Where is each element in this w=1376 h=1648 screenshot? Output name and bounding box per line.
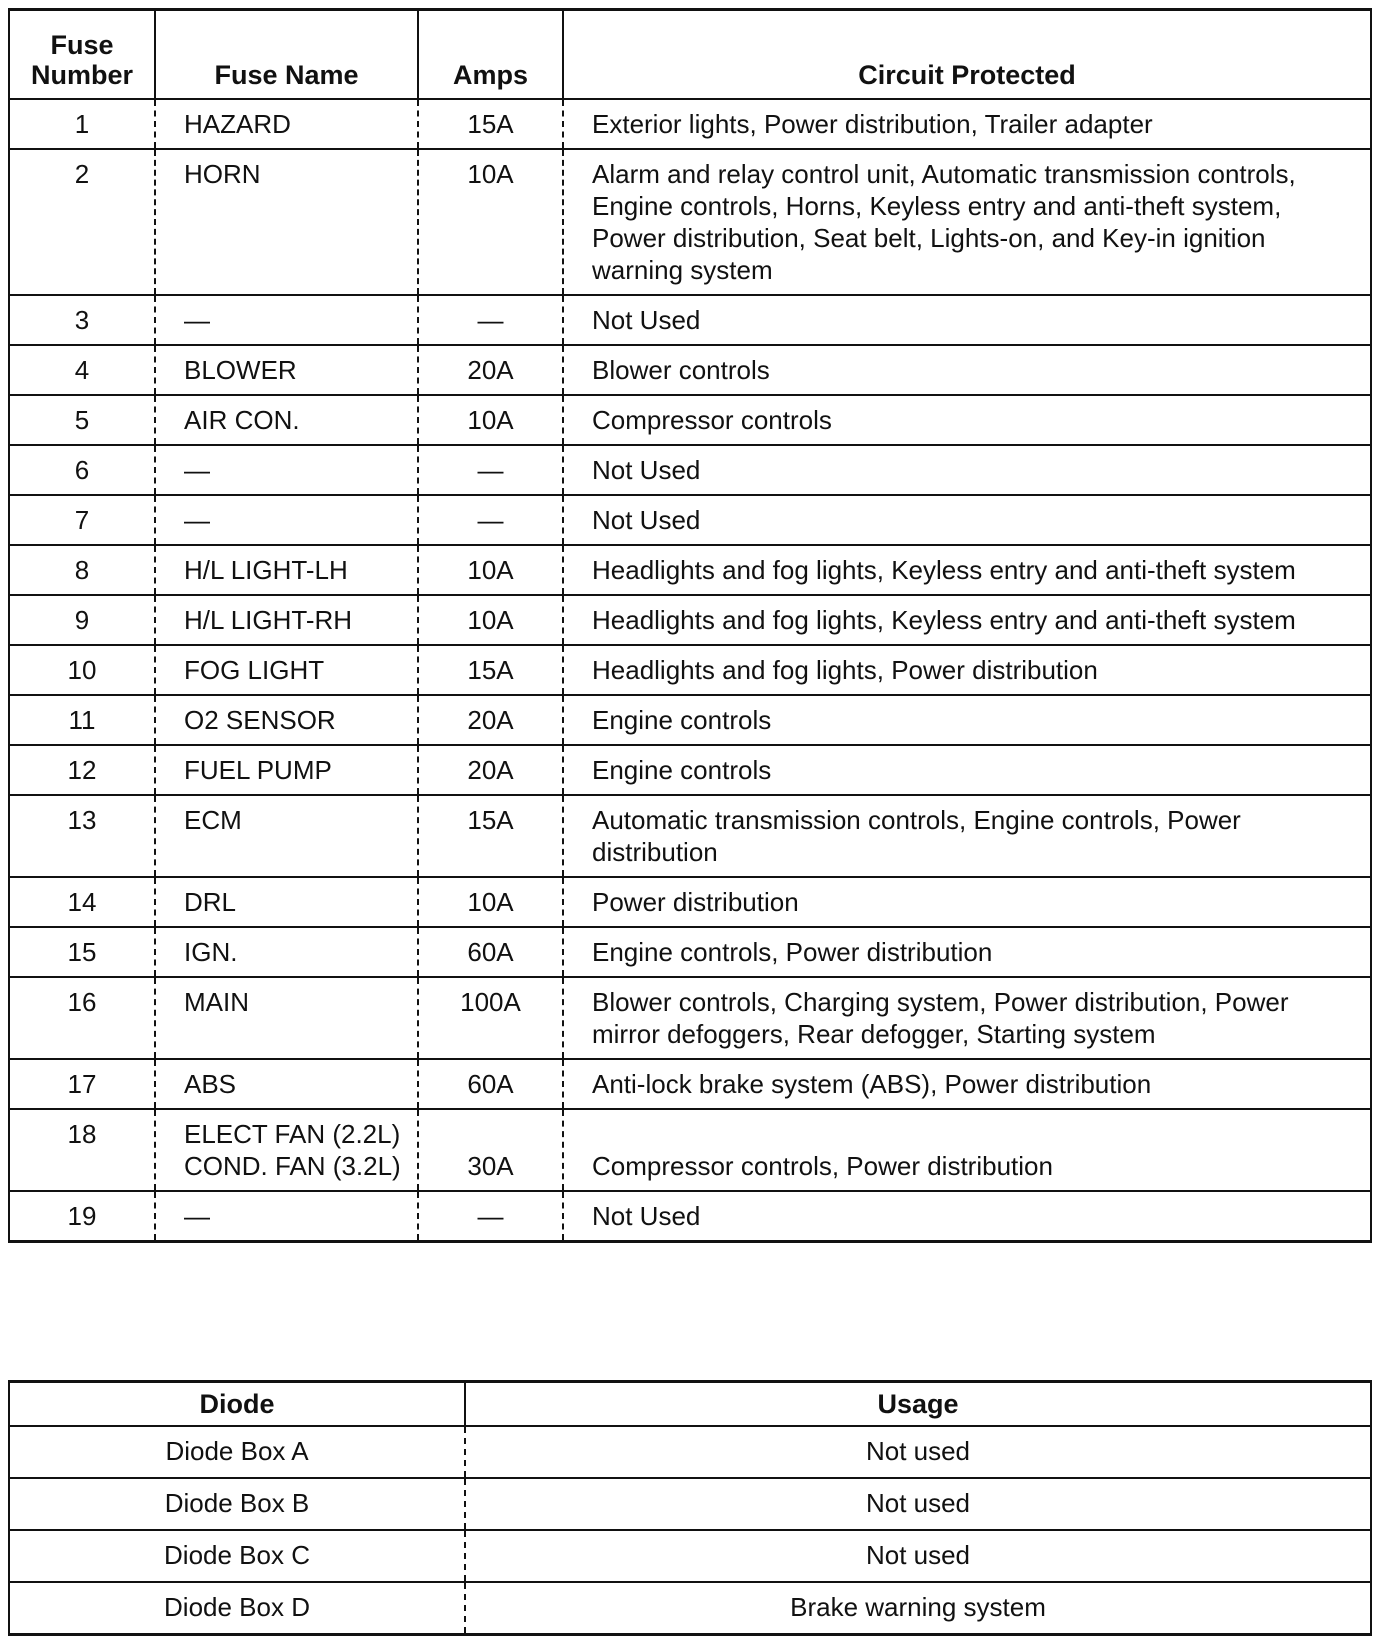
fuse-circuit-cell: Engine controls	[563, 695, 1371, 745]
fuse-circuit-cell: Anti-lock brake system (ABS), Power distribution	[563, 1059, 1371, 1109]
fuse-number-cell: 6	[9, 445, 155, 495]
fuse-row	[9, 545, 1371, 595]
fuse-number-cell: 5	[9, 395, 155, 445]
fuse-name-cell: —	[155, 295, 418, 345]
fuse-name-cell: DRL	[155, 877, 418, 927]
fuse-number-cell: 10	[9, 645, 155, 695]
fuse-header-row	[9, 10, 1371, 100]
fuse-name-cell: HORN	[155, 149, 418, 295]
diode-usage-cell: Brake warning system	[465, 1582, 1371, 1635]
diode-header-row	[9, 1382, 1371, 1427]
fuse-number-cell: 7	[9, 495, 155, 545]
diode-table	[8, 1380, 1372, 1636]
fuse-circuit-cell: Blower controls, Charging system, Power distribution, Power mirror defoggers, Rear defogger, Starting system	[563, 977, 1371, 1059]
fuse-circuit-cell: Headlights and fog lights, Power distribution	[563, 645, 1371, 695]
fuse-row	[9, 99, 1371, 149]
fuse-row	[9, 1191, 1371, 1242]
fuse-circuit-cell: Not Used	[563, 495, 1371, 545]
fuse-number-cell: 3	[9, 295, 155, 345]
fuse-number-cell: 9	[9, 595, 155, 645]
fuse-row	[9, 795, 1371, 877]
fuse-amps-cell: —	[418, 445, 563, 495]
fuse-number-cell: 15	[9, 927, 155, 977]
fuse-name-cell: FOG LIGHT	[155, 645, 418, 695]
fuse-amps-cell: 100A	[418, 977, 563, 1059]
fuse-row	[9, 1109, 1371, 1191]
fuse-row	[9, 295, 1371, 345]
fuse-number-cell: 13	[9, 795, 155, 877]
fuse-number-cell: 4	[9, 345, 155, 395]
fuse-row	[9, 395, 1371, 445]
header-fuse-number: Fuse Number	[9, 10, 155, 100]
diode-usage-cell: Not used	[465, 1426, 1371, 1478]
fuse-circuit-cell: Compressor controls	[563, 395, 1371, 445]
fuse-number-cell: 18	[9, 1109, 155, 1191]
fuse-amps-cell: 15A	[418, 795, 563, 877]
fuse-circuit-cell: Engine controls, Power distribution	[563, 927, 1371, 977]
diode-usage-cell: Not used	[465, 1478, 1371, 1530]
fuse-number-cell: 16	[9, 977, 155, 1059]
fuse-circuit-cell: Not Used	[563, 1191, 1371, 1242]
fuse-name-cell: ABS	[155, 1059, 418, 1109]
header-fuse-name: Fuse Name	[155, 10, 418, 100]
fuse-row	[9, 595, 1371, 645]
fuse-name-cell: H/L LIGHT-RH	[155, 595, 418, 645]
diode-row	[9, 1426, 1371, 1478]
fuse-row	[9, 877, 1371, 927]
fuse-name-cell: O2 SENSOR	[155, 695, 418, 745]
fuse-number-cell: 2	[9, 149, 155, 295]
fuse-amps-cell: 20A	[418, 345, 563, 395]
fuse-name-cell: H/L LIGHT-LH	[155, 545, 418, 595]
header-diode: Diode	[9, 1382, 465, 1427]
fuse-name-cell: BLOWER	[155, 345, 418, 395]
fuse-row	[9, 927, 1371, 977]
diode-name-cell: Diode Box B	[9, 1478, 465, 1530]
fuse-table-body	[9, 99, 1371, 1242]
fuse-circuit-cell: Exterior lights, Power distribution, Trailer adapter	[563, 99, 1371, 149]
fuse-number-cell: 12	[9, 745, 155, 795]
fuse-circuit-cell: Engine controls	[563, 745, 1371, 795]
diode-table-body	[9, 1426, 1371, 1635]
fuse-number-cell: 14	[9, 877, 155, 927]
fuse-amps-cell: 10A	[418, 877, 563, 927]
fuse-number-cell: 19	[9, 1191, 155, 1242]
fuse-table	[8, 8, 1372, 1243]
fuse-amps-cell: 15A	[418, 645, 563, 695]
diode-name-cell: Diode Box D	[9, 1582, 465, 1635]
fuse-amps-cell: —	[418, 495, 563, 545]
fuse-amps-cell: 20A	[418, 695, 563, 745]
header-amps: Amps	[418, 10, 563, 100]
fuse-name-cell: FUEL PUMP	[155, 745, 418, 795]
fuse-circuit-cell: Automatic transmission controls, Engine controls, Power distribution	[563, 795, 1371, 877]
fuse-row	[9, 345, 1371, 395]
fuse-row	[9, 745, 1371, 795]
fuse-amps-cell: —	[418, 295, 563, 345]
diode-name-cell: Diode Box C	[9, 1530, 465, 1582]
header-usage: Usage	[465, 1382, 1371, 1427]
diode-row	[9, 1530, 1371, 1582]
fuse-amps-cell: 20A	[418, 745, 563, 795]
fuse-circuit-cell: Alarm and relay control unit, Automatic transmission controls, Engine controls, Horns, Keyless entry and anti-theft system, Power distribution, Seat belt, Lights-on, and Key-in ignition warning system	[563, 149, 1371, 295]
fuse-circuit-cell: Headlights and fog lights, Keyless entry and anti-theft system	[563, 545, 1371, 595]
fuse-amps-cell: 60A	[418, 1059, 563, 1109]
fuse-name-cell: —	[155, 1191, 418, 1242]
fuse-circuit-cell: Compressor controls, Power distribution	[563, 1109, 1371, 1191]
fuse-circuit-cell: Not Used	[563, 445, 1371, 495]
header-circuit-protected: Circuit Protected	[563, 10, 1371, 100]
fuse-row	[9, 445, 1371, 495]
fuse-row	[9, 695, 1371, 745]
fuse-name-cell: ECM	[155, 795, 418, 877]
fuse-amps-cell: 15A	[418, 99, 563, 149]
fuse-name-cell: MAIN	[155, 977, 418, 1059]
fuse-row	[9, 149, 1371, 295]
fuse-circuit-cell: Headlights and fog lights, Keyless entry and anti-theft system	[563, 595, 1371, 645]
fuse-number-cell: 17	[9, 1059, 155, 1109]
fuse-number-cell: 1	[9, 99, 155, 149]
fuse-circuit-cell: Blower controls	[563, 345, 1371, 395]
fuse-amps-cell: 60A	[418, 927, 563, 977]
fuse-amps-cell: 10A	[418, 395, 563, 445]
fuse-name-cell: ELECT FAN (2.2L) COND. FAN (3.2L)	[155, 1109, 418, 1191]
fuse-row	[9, 495, 1371, 545]
fuse-number-cell: 11	[9, 695, 155, 745]
fuse-row	[9, 645, 1371, 695]
fuse-number-cell: 8	[9, 545, 155, 595]
fuse-amps-cell: 30A	[418, 1109, 563, 1191]
fuse-amps-cell: —	[418, 1191, 563, 1242]
fuse-name-cell: IGN.	[155, 927, 418, 977]
fuse-amps-cell: 10A	[418, 595, 563, 645]
fuse-row	[9, 1059, 1371, 1109]
diode-name-cell: Diode Box A	[9, 1426, 465, 1478]
fuse-name-cell: —	[155, 445, 418, 495]
fuse-amps-cell: 10A	[418, 545, 563, 595]
fuse-circuit-cell: Not Used	[563, 295, 1371, 345]
fuse-name-cell: —	[155, 495, 418, 545]
diode-usage-cell: Not used	[465, 1530, 1371, 1582]
fuse-amps-cell: 10A	[418, 149, 563, 295]
fuse-circuit-cell: Power distribution	[563, 877, 1371, 927]
fuse-name-cell: HAZARD	[155, 99, 418, 149]
fuse-row	[9, 977, 1371, 1059]
diode-row	[9, 1582, 1371, 1635]
fuse-name-cell: AIR CON.	[155, 395, 418, 445]
diode-row	[9, 1478, 1371, 1530]
